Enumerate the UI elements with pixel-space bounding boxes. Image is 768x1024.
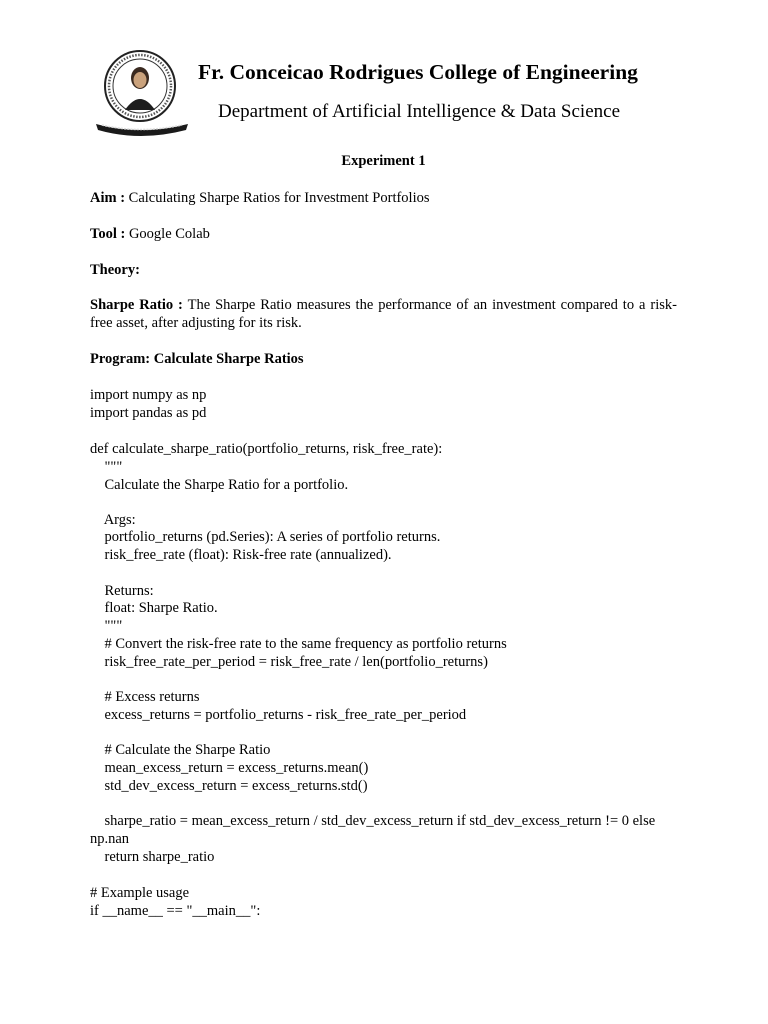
- code-line: float: Sharpe Ratio.: [90, 600, 218, 616]
- experiment-title: Experiment 1: [341, 153, 426, 169]
- code-line: import numpy as np: [90, 387, 207, 403]
- college-logo-icon: [92, 48, 192, 136]
- code-line: Calculate the Sharpe Ratio for a portfolio.: [90, 477, 349, 493]
- program-heading: Program: Calculate Sharpe Ratios: [90, 351, 304, 367]
- code-line: import pandas as pd: [90, 405, 207, 421]
- code-line: mean_excess_return = excess_returns.mean(): [90, 760, 369, 776]
- code-line: risk_free_rate_per_period = risk_free_rate / len(portfolio_returns): [90, 654, 488, 670]
- code-line: std_dev_excess_return = excess_returns.std(): [90, 778, 368, 794]
- sharpe-paragraph: [90, 296, 677, 332]
- code-line: """: [90, 618, 123, 634]
- sharpe-label: Sharpe Ratio :: [90, 297, 183, 313]
- sharpe-text: The Sharpe Ratio measures the performance of an investment compared to a risk-free asset, after adjusting for its risk.: [90, 297, 678, 331]
- code-line: # Example usage: [90, 885, 190, 901]
- code-line: # Calculate the Sharpe Ratio: [90, 742, 271, 758]
- code-line: # Convert the risk-free rate to the same frequency as portfolio returns: [90, 636, 507, 652]
- code-line: Returns:: [90, 583, 154, 599]
- code-line: def calculate_sharpe_ratio(portfolio_returns, risk_free_rate):: [90, 441, 443, 457]
- code-line: Args:: [90, 512, 136, 528]
- tool-line: [90, 225, 210, 243]
- code-line: np.nan: [90, 831, 130, 847]
- aim-line: [90, 189, 430, 207]
- code-line: excess_returns = portfolio_returns - risk_free_rate_per_period: [90, 707, 467, 723]
- code-line: # Excess returns: [90, 689, 200, 705]
- code-line: portfolio_returns (pd.Series): A series of portfolio returns.: [90, 529, 441, 545]
- code-line: return sharpe_ratio: [90, 849, 215, 865]
- aim-text: Calculating Sharpe Ratios for Investment Portfolios: [125, 190, 430, 206]
- college-header: [92, 48, 692, 140]
- tool-label: Tool :: [90, 226, 126, 242]
- code-line: """: [90, 459, 123, 475]
- tool-text: Google Colab: [125, 226, 210, 242]
- code-line: risk_free_rate (float): Risk-free rate (annualized).: [90, 547, 392, 563]
- aim-label: Aim :: [90, 190, 126, 206]
- code-line: if __name__ == "__main__":: [90, 903, 261, 919]
- theory-heading: Theory:: [90, 262, 140, 278]
- code-line: sharpe_ratio = mean_excess_return / std_dev_excess_return if std_dev_excess_return != 0 else: [90, 813, 656, 829]
- department-name: Department of Artificial Intelligence & Data Science: [218, 101, 620, 122]
- college-name: Fr. Conceicao Rodrigues College of Engineering: [198, 60, 638, 84]
